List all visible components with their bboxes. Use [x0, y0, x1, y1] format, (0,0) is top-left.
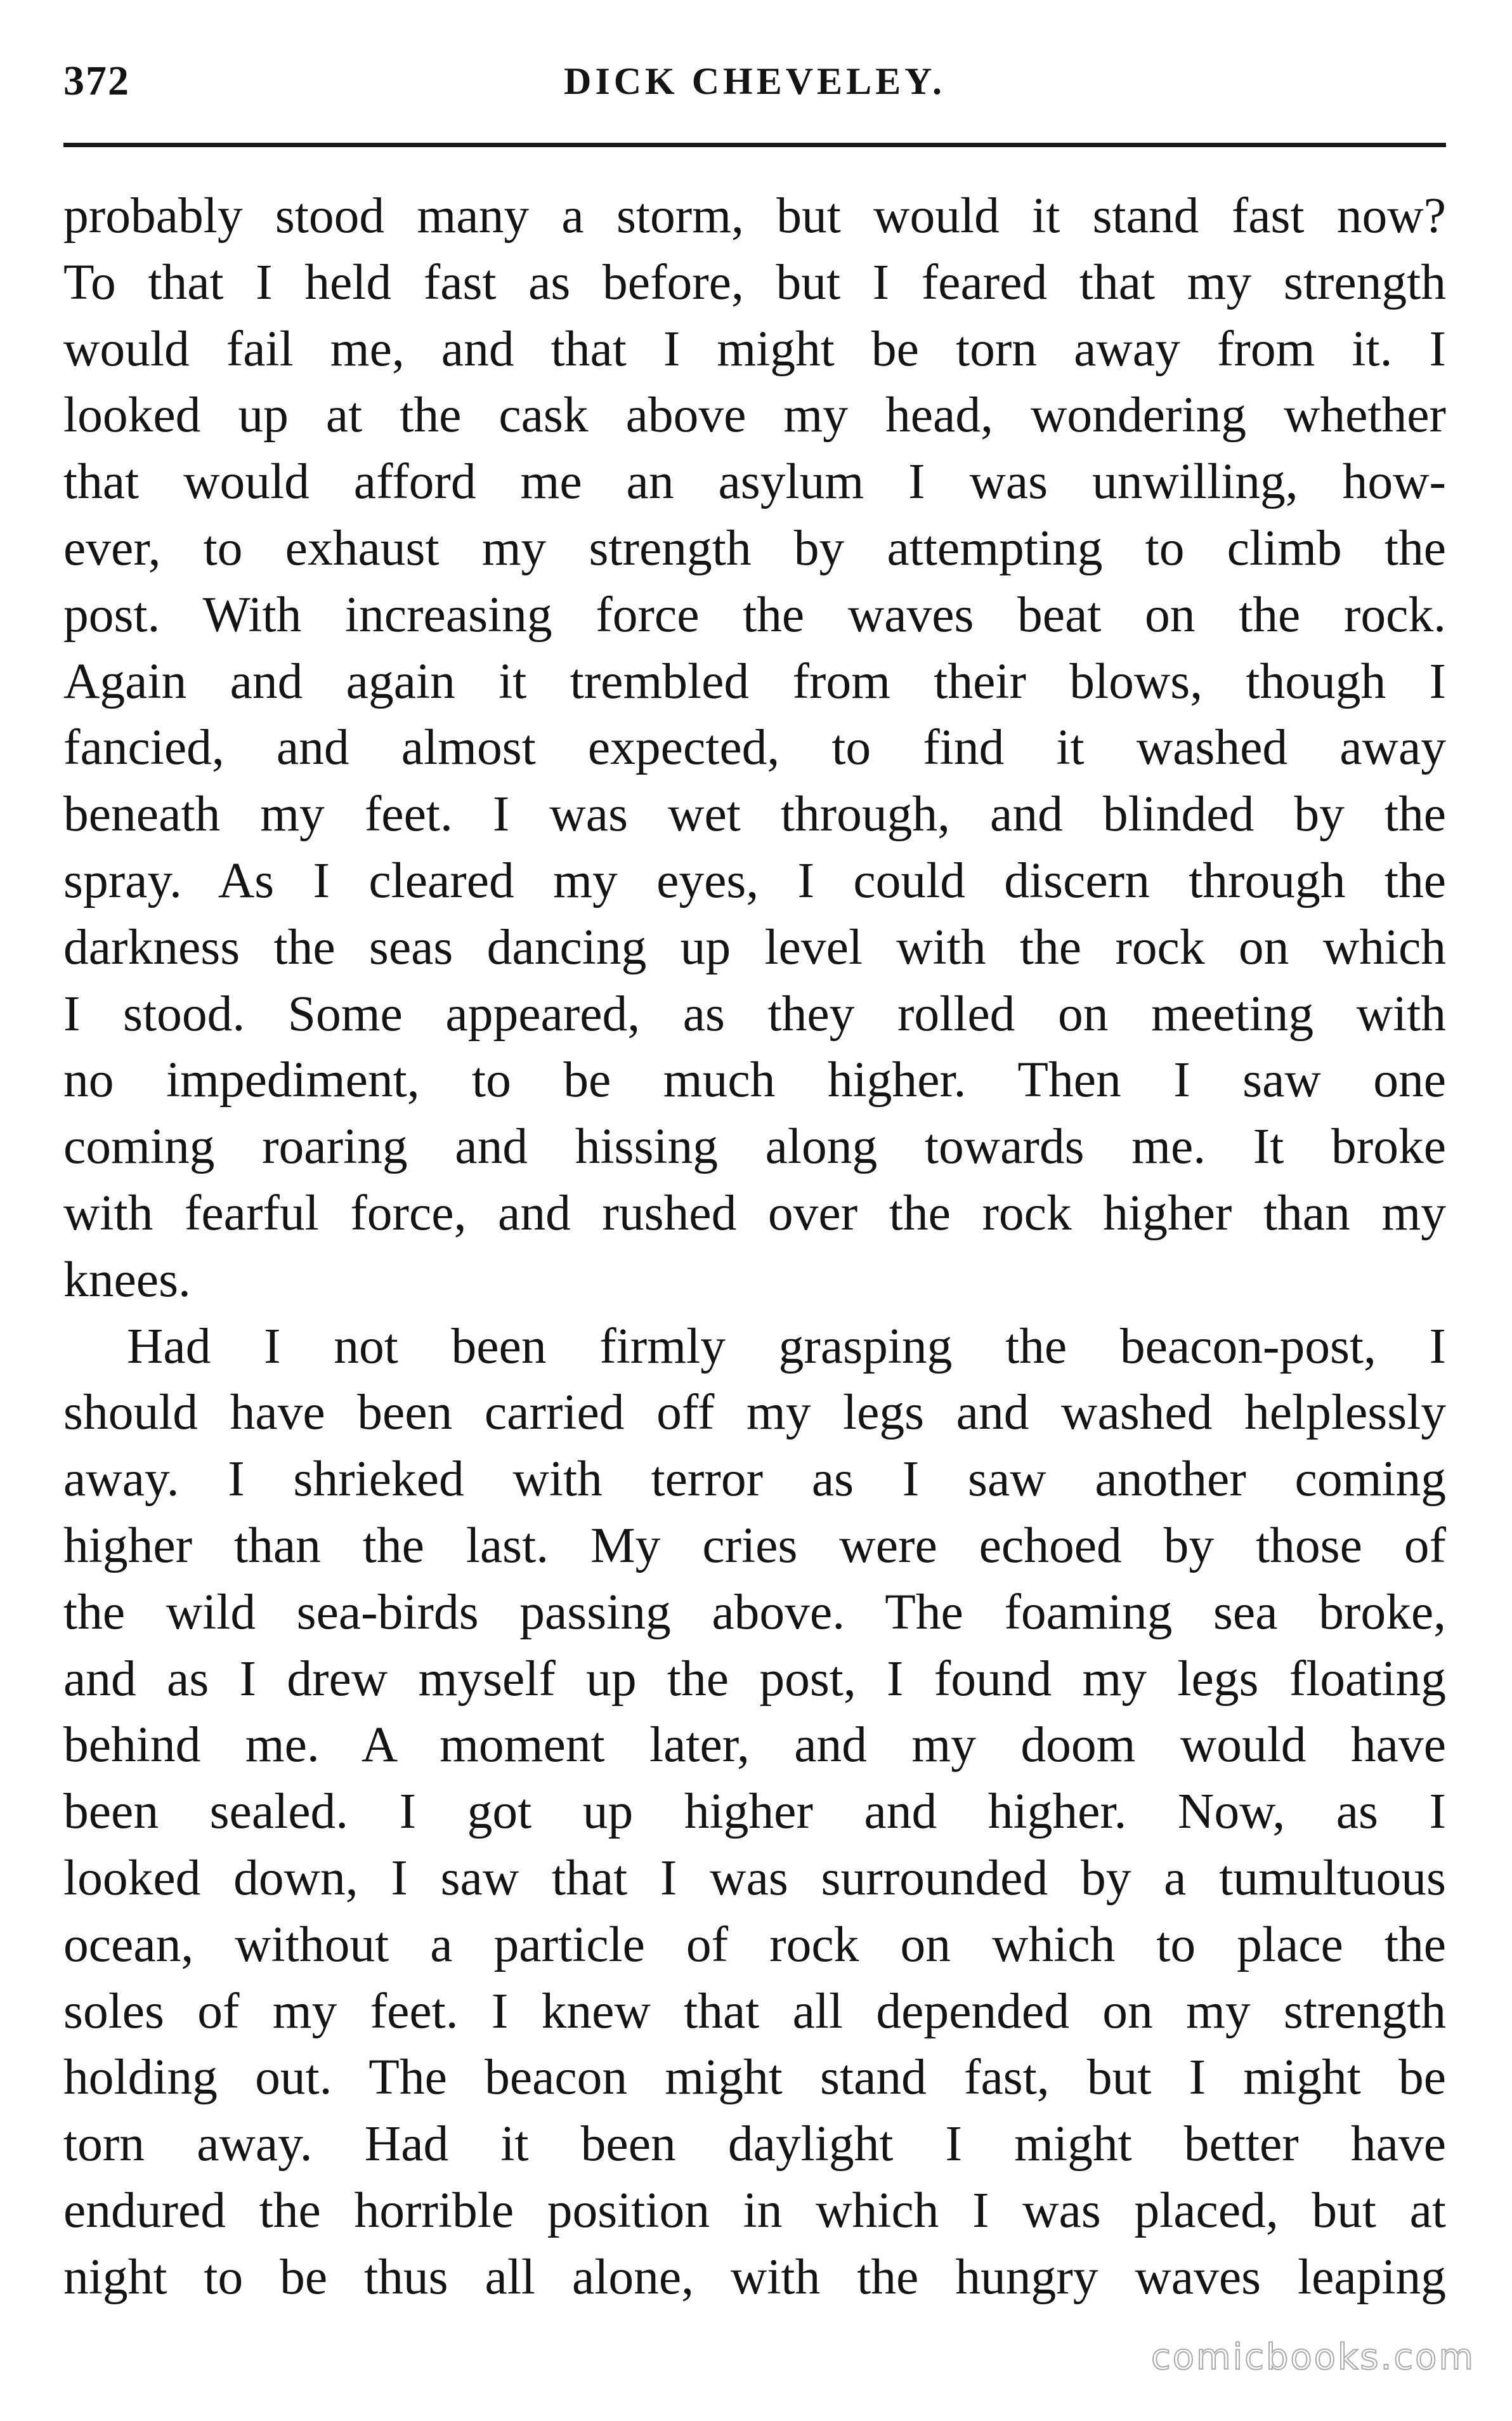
- text-line: behind me. A moment later, and my doom would have: [63, 1717, 1446, 1773]
- text-line: probably stood many a storm, but would it stand fast now?: [63, 188, 1446, 244]
- text-line: post. With increasing force the waves beat on the rock.: [63, 586, 1446, 643]
- text-line: I stood. Some appeared, as they rolled on meeting with: [63, 985, 1446, 1042]
- text-line: darkness the seas dancing up level with the rock on which: [63, 919, 1446, 975]
- text-line: night to be thus all alone, with the hungry waves leaping: [63, 2248, 1446, 2305]
- page-number: 372: [63, 58, 130, 104]
- text-line: looked down, I saw that I was surrounded by a tumultuous: [63, 1849, 1446, 1906]
- text-line: holding out. The beacon might stand fast, but I might be: [63, 2049, 1446, 2106]
- text-line: To that I held fast as before, but I feared that my strength: [63, 254, 1446, 310]
- text-line: endured the horrible position in which I was placed, but at: [63, 2182, 1446, 2238]
- text-line: and as I drew myself up the post, I found my legs floating: [63, 1650, 1446, 1707]
- text-line: spray. As I cleared my eyes, I could discern through the: [63, 852, 1446, 909]
- text-line: higher than the last. My cries were echoed by those of: [63, 1517, 1446, 1573]
- text-line: away. I shrieked with terror as I saw another coming: [63, 1451, 1446, 1507]
- text-line: been sealed. I got up higher and higher. Now, as I: [63, 1783, 1446, 1840]
- header-rule: [63, 143, 1446, 147]
- paragraph-start-line: Had I not been firmly grasping the beacon-post, I: [127, 1318, 1446, 1374]
- text-line: the wild sea-birds passing above. The foaming sea broke,: [63, 1584, 1446, 1640]
- text-line: ocean, without a particle of rock on which to place the: [63, 1916, 1446, 1972]
- text-line: with fearful force, and rushed over the rock higher than my: [63, 1184, 1446, 1241]
- text-line: soles of my feet. I knew that all depended on my strength: [63, 1983, 1446, 2039]
- text-line: coming roaring and hissing along towards me. It broke: [63, 1119, 1446, 1175]
- page-header: [63, 44, 1446, 114]
- text-line: that would afford me an asylum I was unwilling, how-: [63, 454, 1446, 510]
- text-line: beneath my feet. I was wet through, and blinded by the: [63, 786, 1446, 843]
- text-line: no impediment, to be much higher. Then I saw one: [63, 1052, 1446, 1108]
- text-line: ever, to exhaust my strength by attempting to climb the: [63, 520, 1446, 576]
- text-line: Again and again it trembled from their blows, though I: [63, 653, 1446, 709]
- text-line: should have been carried off my legs and washed helplessly: [63, 1384, 1446, 1441]
- body-text: [63, 183, 1446, 2311]
- running-head: DICK CHEVELEY.: [564, 60, 946, 102]
- text-line: torn away. Had it been daylight I might better have: [63, 2116, 1446, 2172]
- text-line: looked up at the cask above my head, wondering whether: [63, 387, 1446, 443]
- watermark: comicbooks.com: [1150, 2337, 1475, 2378]
- text-line: would fail me, and that I might be torn away from it. I: [63, 320, 1446, 377]
- paragraph-end-line: knees.: [63, 1251, 191, 1308]
- text-line: fancied, and almost expected, to find it washed away: [63, 719, 1446, 776]
